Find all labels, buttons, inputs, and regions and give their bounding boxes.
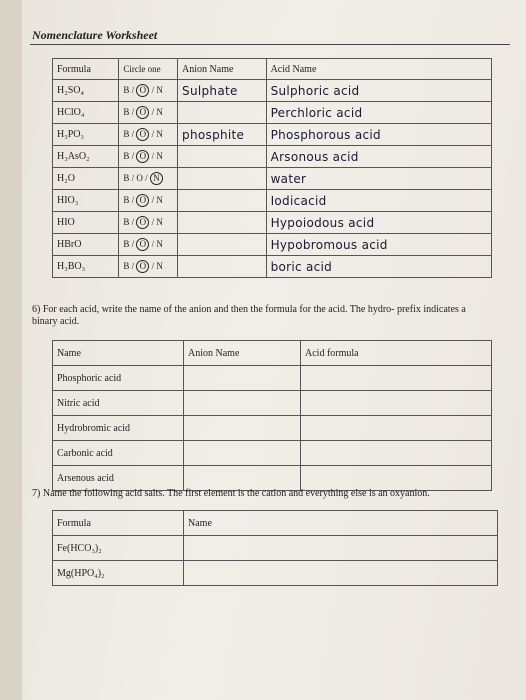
question-7	[32, 488, 502, 500]
choice-separator: /	[129, 129, 137, 139]
acid-formula-cell[interactable]	[301, 441, 492, 466]
acid-formula-cell[interactable]	[301, 416, 492, 441]
header-acid-formula: Acid formula	[301, 341, 492, 366]
header-formula: Formula	[53, 511, 184, 536]
anion-name-cell[interactable]	[184, 441, 301, 466]
anion-name-cell[interactable]: Sulphate	[178, 80, 267, 102]
choice-b[interactable]: B	[123, 129, 130, 139]
anion-name-cell[interactable]	[178, 256, 267, 278]
question-6	[32, 304, 492, 328]
table-row	[53, 391, 492, 416]
table-row	[53, 366, 492, 391]
choice-n[interactable]: N	[156, 129, 163, 139]
anion-name-cell[interactable]	[184, 366, 301, 391]
choice-separator: /	[149, 107, 157, 117]
formula-cell: H₃PO₃	[53, 124, 119, 146]
table3-header-row	[53, 511, 498, 536]
choice-separator: /	[142, 173, 150, 183]
circle-one-cell[interactable]	[119, 190, 178, 212]
formula-cell: HIO	[53, 212, 119, 234]
formula-cell: Mg(HPO₄)₂	[53, 561, 184, 586]
formula-cell: H₂SO₄	[53, 80, 119, 102]
choice-b[interactable]: B	[123, 173, 130, 183]
formula-cell: HBrO	[53, 234, 119, 256]
anion-name-cell[interactable]	[184, 466, 301, 491]
acid-name-cell: Arsenous acid	[53, 466, 184, 491]
acid-name-cell[interactable]: Phosphorous acid	[266, 124, 491, 146]
table-row	[53, 416, 492, 441]
formula-cell: H₂O	[53, 168, 119, 190]
choice-o[interactable]: O	[136, 84, 149, 97]
choice-separator: /	[129, 85, 137, 95]
question-7-number: 7)	[32, 488, 41, 499]
choice-separator: /	[129, 173, 137, 183]
table-row	[53, 124, 492, 146]
anion-name-cell[interactable]	[178, 168, 267, 190]
anion-name-cell[interactable]: phosphite	[178, 124, 267, 146]
choice-b[interactable]: B	[123, 195, 130, 205]
salt-name-cell[interactable]	[184, 561, 498, 586]
formula-cell: Fe(HCO₃)₂	[53, 536, 184, 561]
circle-one-cell[interactable]	[119, 256, 178, 278]
choice-separator: /	[129, 151, 137, 161]
choice-b[interactable]: B	[123, 85, 130, 95]
table-row	[53, 234, 492, 256]
acid-formula-cell[interactable]	[301, 466, 492, 491]
table-row	[53, 80, 492, 102]
choice-b[interactable]: B	[123, 217, 130, 227]
choice-b[interactable]: B	[123, 261, 130, 271]
acid-formula-cell[interactable]	[301, 391, 492, 416]
acid-name-cell: Phosphoric acid	[53, 366, 184, 391]
choice-separator: /	[129, 239, 137, 249]
question-7-text: Name the following acid salts. The first element is the cation and everything else is an oxyanion.	[42, 488, 430, 499]
anion-name-cell[interactable]	[178, 234, 267, 256]
header-anion-name: Anion Name	[184, 341, 301, 366]
title-rule	[30, 44, 510, 45]
circle-one-cell[interactable]	[119, 168, 178, 190]
acid-name-cell[interactable]: Arsonous acid	[266, 146, 491, 168]
salt-name-cell[interactable]	[184, 536, 498, 561]
formula-cell: H₃BO₃	[53, 256, 119, 278]
choice-o[interactable]: O	[136, 173, 143, 183]
header-name: Name	[184, 511, 498, 536]
anion-name-cell[interactable]	[178, 212, 267, 234]
formula-cell: H₃AsO₂	[53, 146, 119, 168]
circle-one-cell[interactable]	[119, 102, 178, 124]
choice-o[interactable]: O	[136, 128, 149, 141]
acid-name-cell[interactable]: Iodicacid	[266, 190, 491, 212]
choice-n[interactable]: N	[156, 261, 163, 271]
table-row	[53, 441, 492, 466]
table1-header-row	[53, 59, 492, 80]
choice-n[interactable]: N	[156, 195, 163, 205]
choice-n[interactable]: N	[156, 239, 163, 249]
choice-n[interactable]: N	[156, 85, 163, 95]
choice-o[interactable]: O	[136, 106, 149, 119]
choice-o[interactable]: O	[136, 216, 149, 229]
choice-o[interactable]: O	[136, 150, 149, 163]
acid-salt-table	[52, 510, 498, 586]
circle-one-cell[interactable]	[119, 234, 178, 256]
choice-separator: /	[129, 261, 137, 271]
formula-cell: HIO₃	[53, 190, 119, 212]
question-6-text: For each acid, write the name of the anion and then the formula for the acid. The hydro- prefix indicates a binary acid.	[32, 304, 466, 327]
acid-name-cell[interactable]: Hypobromous acid	[266, 234, 491, 256]
acid-name-cell[interactable]: Perchloric acid	[266, 102, 491, 124]
choice-separator: /	[129, 217, 137, 227]
header-formula: Formula	[53, 59, 119, 80]
acid-name-cell[interactable]: water	[266, 168, 491, 190]
table-row	[53, 102, 492, 124]
table-row	[53, 466, 492, 491]
choice-o[interactable]: O	[136, 194, 149, 207]
choice-separator: /	[149, 195, 157, 205]
circle-one-cell[interactable]	[119, 146, 178, 168]
question-6-number: 6)	[32, 304, 41, 315]
header-anion-name: Anion Name	[178, 59, 267, 80]
acid-name-cell: Hydrobromic acid	[53, 416, 184, 441]
choice-b[interactable]: B	[123, 151, 130, 161]
choice-separator: /	[149, 85, 157, 95]
choice-n[interactable]: N	[156, 107, 163, 117]
circle-one-cell[interactable]	[119, 212, 178, 234]
circle-one-cell[interactable]	[119, 80, 178, 102]
header-name: Name	[53, 341, 184, 366]
header-acid-name: Acid Name	[266, 59, 491, 80]
choice-n[interactable]: N	[156, 151, 163, 161]
table-row	[53, 146, 492, 168]
acid-formula-cell[interactable]	[301, 366, 492, 391]
acid-name-cell[interactable]: Hypoiodous acid	[266, 212, 491, 234]
anion-name-cell[interactable]	[178, 102, 267, 124]
choice-separator: /	[149, 151, 157, 161]
acid-naming-table	[52, 58, 492, 278]
anion-name-cell[interactable]	[178, 146, 267, 168]
choice-b[interactable]: B	[123, 107, 130, 117]
header-circle-one: Circle one	[119, 59, 178, 80]
table-row	[53, 168, 492, 190]
choice-separator: /	[149, 261, 157, 271]
formula-cell: HClO₄	[53, 102, 119, 124]
worksheet-title: Nomenclature Worksheet	[32, 28, 158, 42]
choice-separator: /	[129, 107, 137, 117]
choice-separator: /	[149, 239, 157, 249]
acid-name-cell[interactable]: boric acid	[266, 256, 491, 278]
choice-o[interactable]: O	[136, 260, 149, 273]
acid-name-cell: Carbonic acid	[53, 441, 184, 466]
anion-formula-table	[52, 340, 492, 491]
table-row	[53, 536, 498, 561]
acid-name-cell: Nitric acid	[53, 391, 184, 416]
table-row	[53, 256, 492, 278]
acid-name-cell[interactable]: Sulphoric acid	[266, 80, 491, 102]
choice-b[interactable]: B	[123, 239, 130, 249]
choice-n[interactable]: N	[150, 172, 163, 185]
choice-o[interactable]: O	[136, 238, 149, 251]
choice-separator: /	[149, 129, 157, 139]
anion-name-cell[interactable]	[178, 190, 267, 212]
table2-header-row	[53, 341, 492, 366]
table-row	[53, 561, 498, 586]
table-row	[53, 190, 492, 212]
choice-separator: /	[149, 217, 157, 227]
circle-one-cell[interactable]	[119, 124, 178, 146]
table-row	[53, 212, 492, 234]
anion-name-cell[interactable]	[184, 391, 301, 416]
choice-separator: /	[129, 195, 137, 205]
choice-n[interactable]: N	[156, 217, 163, 227]
anion-name-cell[interactable]	[184, 416, 301, 441]
